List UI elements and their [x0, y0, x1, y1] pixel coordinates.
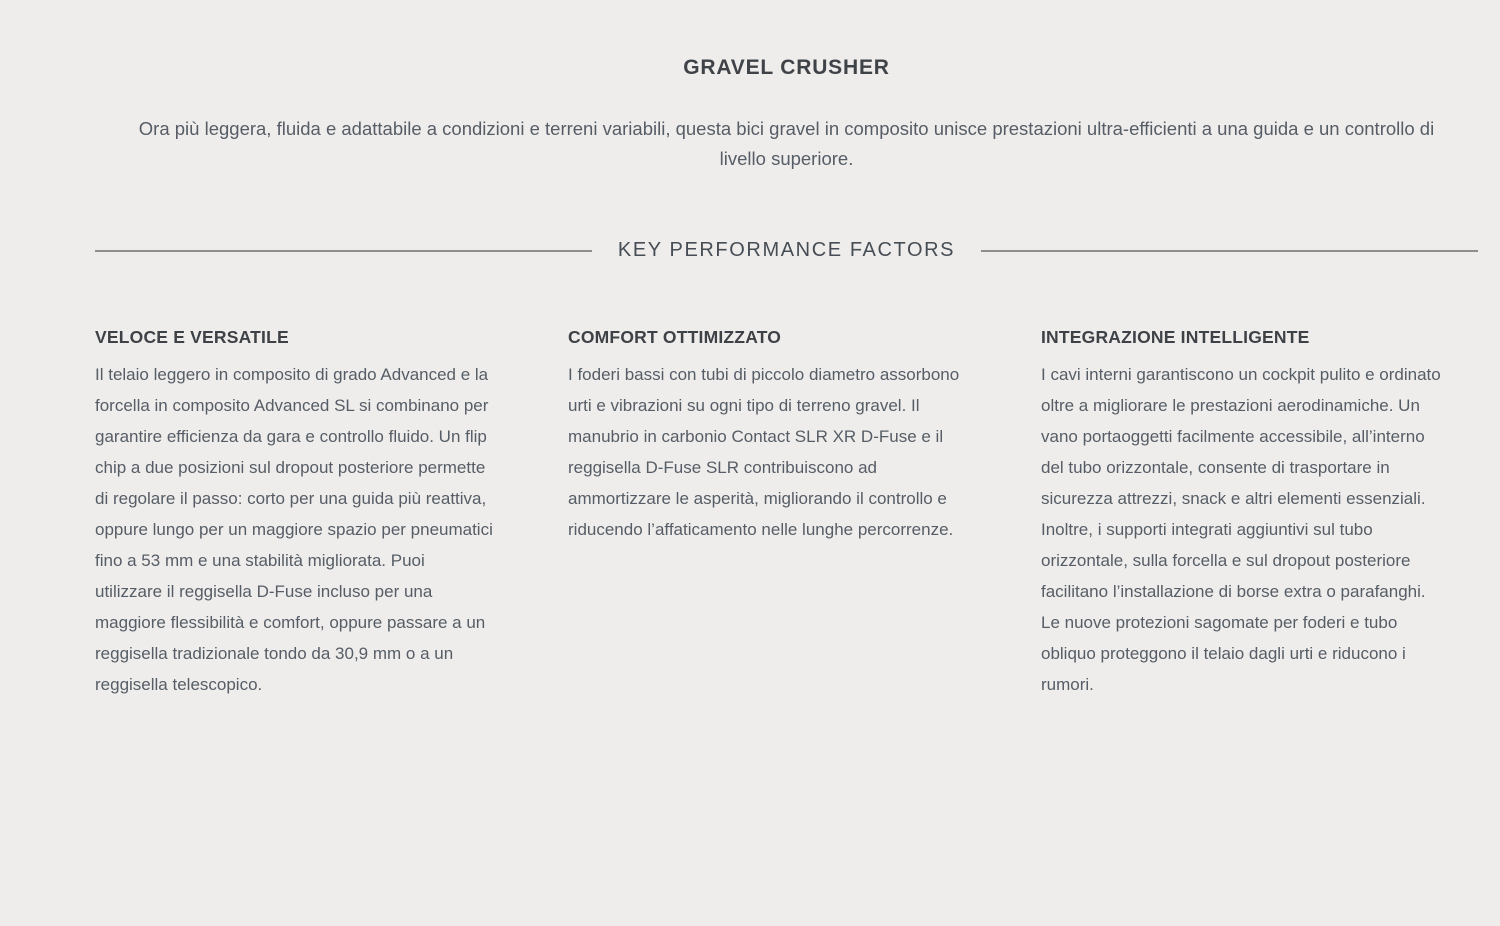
page-title: GRAVEL CRUSHER: [683, 56, 890, 79]
divider-line-right: [981, 250, 1478, 252]
feature-columns: [95, 326, 1478, 700]
divider-line-left: [95, 250, 592, 252]
feature-column-comfort-ottimizzato: [568, 326, 968, 700]
feature-column-body: I cavi interni garantiscono un cockpit pulito e ordinato oltre a migliorare le prestazioni aerodinamiche. Un vano portaoggetti facilmente accessibile, all’interno del tubo orizzontale, consente di trasportare in sicurezza attrezzi, snack e altri elementi essenziali. Inoltre, i supporti integrati aggiuntivi sul tubo orizzontale, sulla forcella e sul dropout posteriore facilitano l’installazione di borse extra o parafanghi. Le nuove protezioni sagomate per foderi e tubo obliquo proteggono il telaio dagli urti e riducono i rumori.: [1041, 365, 1441, 694]
section-heading-row: [95, 239, 1478, 262]
feature-column-veloce-e-versatile: [95, 326, 495, 700]
feature-column-body: Il telaio leggero in composito di grado Advanced e la forcella in composito Advanced SL si combinano per garantire efficienza da gara e controllo fluido. Un flip chip a due posizioni sul dropout posteriore permette di regolare il passo: corto per una guida più reattiva, oppure lungo per un maggiore spazio per pneumatici fino a 53 mm e una stabilità migliorata. Puoi utilizzare il reggisella D-Fuse incluso per una maggiore flessibilità e comfort, oppure passare a un reggisella tradizionale tondo da 30,9 mm o a un reggisella telescopico.: [95, 365, 493, 694]
feature-column-heading: INTEGRAZIONE INTELLIGENTE: [1041, 327, 1310, 347]
feature-column-heading: COMFORT OTTIMIZZATO: [568, 327, 782, 347]
feature-column-integrazione-intelligente: [1041, 326, 1441, 700]
feature-column-heading: VELOCE E VERSATILE: [95, 327, 289, 347]
section-heading: KEY PERFORMANCE FACTORS: [617, 239, 956, 261]
feature-column-body: I foderi bassi con tubi di piccolo diametro assorbono urti e vibrazioni su ogni tipo di terreno gravel. Il manubrio in carbonio Contact SLR XR D-Fuse e il reggisella D-Fuse SLR contribuiscono ad ammortizzare le asperità, migliorando il controllo e riducendo l’affaticamento nelle lunghe percorrenze.: [568, 365, 960, 539]
page-subtitle: Ora più leggera, fluida e adattabile a condizioni e terreni variabili, questa bici gravel in composito unisce prestazioni ultra-efficienti a una guida e un controllo di livello superiore.: [138, 118, 1435, 169]
